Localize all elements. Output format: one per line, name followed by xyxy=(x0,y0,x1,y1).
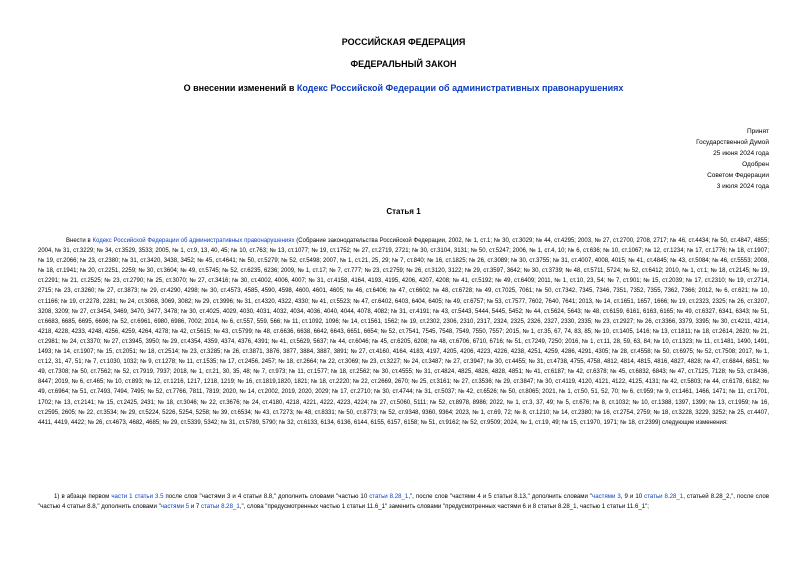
amendment-item xyxy=(38,492,769,512)
code-link[interactable]: Кодекс Российской Федерации об административных правонарушениях xyxy=(92,238,295,244)
adoption-line: Государственной Думой xyxy=(696,139,769,146)
article-heading: Статья 1 xyxy=(386,207,421,216)
amendment-text: 1) в абзаце первом xyxy=(54,493,112,500)
law-title-prefix: О внесении изменений в xyxy=(183,83,297,93)
amendment-text: , 9 и 10 xyxy=(620,493,645,500)
country-heading: РОССИЙСКАЯ ФЕДЕРАЦИЯ xyxy=(341,37,466,47)
approval-line: Советом Федерации xyxy=(707,172,769,179)
adoption-line: Принят xyxy=(746,128,769,135)
law-type-heading: ФЕДЕРАЛЬНЫЙ ЗАКОН xyxy=(350,59,457,69)
amendment-text: ,", слова "предусмотренных частью 1 статьи 11.6_1" заменить словами "предусмотренных частями 6 и 8 статьи 8.28_1, частью 1 статьи 11.6_1"; xyxy=(239,503,649,510)
approval-line: Одобрен xyxy=(742,161,769,168)
amendment-text: ,", после слов "частями 4 и 5 статьи 8.13," дополнить словами " xyxy=(408,493,593,500)
adoption-date: 25 июня 2024 года xyxy=(713,150,769,157)
paragraph-text: (Собрание законодательства Российской Федерации, 2002, № 1, ст.1; № 30, ст.3029; № 44, ст.4295; 2003, № 27, ст.2700, 2708, 2717; № 46, ст.4434; № 50, ст.4847, 4855; 2004, № 31, ст.3229; № 34, ст.3529, 3533; 2005, № 1, ст.9, 13, 40, 45; № 10, ст.763; № 13, ст.1077; № 19, ст.1752; № 27, ст.2719, 2721; № 30, ст.3104, 3131; № 50, ст.5247; 2006, № 1, ст.4, 10; № 6, ст.636; № 10, ст.1067; № 12, ст.1234; № 17, ст.1776; № 18, ст.1907; № 19, ст.2066; № 23, ст.2380; № 31, ст.3420, 3438, 3452; № 45, ст.4641; № 50, ст.5279; № 52, ст.5498; 2007, № 1, ст.21, 25, 29; № 7, ст.840; № 16, ст.1825; № 26, ст.3089; № 30, ст.3755; № 31, ст.4007, 4008, 4015; № 41, ст.4845; № 43, ст.5084; № 46, ст.5553; 2008, № 18, ст.1941; № 20, ст.2251, 2259; № 30, ст.3604; № 49, ст.5745; № 52, ст.6235, 6236; 2009, № 1, ст.17; № 7, ст.777; № 23, ст.2759; № 26, ст.3120, 3122; № 29, ст.3597, 3642; № 30, ст.3739; № 48, ст.5711, 5724; № 52, ст.6412; 2010, № 1, ст.1; № 18, ст.2145; № 19, ст.2291; № 21, ст.2525; № 23, ст.2790; № 25, ст.3070; № 27, ст.3416; № 30, ст.4002, 4006, 4007; № 31, ст.4158, 4164, 4193, 4195, 4206, 4207, 4208; № 41, ст.5192; № 49, ст.6409; 2011, № 1, ст.10, 23, 54; № 7, ст.901; № 15, ст.2039; № 17, ст.2310; № 19, ст.2714, 2715; № 23, ст.3260; № 27, ст.3873; № 29, ст.4290, 4298; № 30, ст.4573, 4585, 4590, 4598, 4600, 4601, 4605; № 46, ст.6406; № 47, ст.6602; № 48, ст.6728; № 49, ст.7025, 7061; № 50, ст.7342, 7345, 7346, 7351, 7352, 7355, 7362, 7366; 2012, № 6, ст.621; № 10, ст.1166; № 19, ст.2278, 2281; № 24, ст.3068, 3069, 3082; № 29, ст.3996; № 31, ст.4320, 4322, 4330; № 41, ст.5523; № 47, ст.6402, 6403, 6404, 6405; № 49, ст.6757; № 53, ст.7577, 7602, 7640, 7641; 2013, № 14, ст.1651, 1657, 1666; № 19, ст.2323, 2325; № 26, ст.3207, 3208, 3209; № 27, ст.3454, 3469, 3470, 3477, 3478; № 30, ст.4025, 4029, 4030, 4031, 4032, 4034, 4036, 4040, 4044, 4078, 4082; № 31, ст.4191; № 43, ст.5443, 5444, 5445, 5452; № 44, ст.5624, 5643; № 48, ст.6159, 6161, 6163, 6165; № 49, ст.6327, 6341, 6343; № 51, ст.6683, 6685, 6695, 6696; № 52, ст.6961, 6980, 6986, 7002; 2014, № 6, ст.557, 559, 566; № 11, ст.1092, 1096; № 14, ст.1561, 1562; № 19, ст.2302, 2306, 2310, 2317, 2324, 2325, 2326, 2327, 2330, 2335; № 23, ст.2927; № 26, ст.3366, 3379, 3395; № 30, ст.4211, 4214, 4218, 4228, 4233, 4248, 4256, 4259, 4264, 4278; № 42, ст.5615; № 43, ст.5799; № 48, ст.6636, 6638, 6642, 6643, 6651, 6654; № 52, ст.7541, 7545, 7548, 7549, 7550, 7557; 2015, № 1, ст.35, 67, 74, 83, 85; № 10, ст.1405, 1416; № 13, ст.1811; № 18, ст.2614, 2620; № 21, ст.2981; № 24, ст.3370; № 27, ст.3945, 3950; № 29, ст.4354, 4359, 4374, 4376, 4391; № 41, ст.5629, 5637; № 44, ст.6046; № 45, ст.6205, 6208; № 48, ст.6706, 6710, 6716; № 51, ст.7249, 7250; 2016, № 1, ст.11, 28, 59, 63, 84; № 10, ст.1323; № 11, ст.1481, 1490, 1491, 1493; № 14, ст.1907; № 15, ст.2051; № 18, ст.2514; № 23, ст.3285; № 26, ст.3871, 3876, 3877, 3884, 3887, 3891; № 27, ст.4160, 4164, 4183, 4197, 4205, 4206, 4223, 4226, 4238, 4251, 4259, 4286, 4291, 4305; № 28, ст.4558; № 50, ст.6975; № 52, ст.7508; 2017, № 1, ст.12, 31, 47, 51; № 7, ст.1030, 1032; № 9, ст.1278; № 11, ст.1535; № 17, ст.2456, 2457; № 18, ст.2664; № 22, ст.3069; № 23, ст.3227; № 24, ст.3487; № 27, ст.3947; № 30, ст.4455; № 31, ст.4738, 4755, 4758, 4812, 4814, 4815, 4816, 4827, 4828; № 47, ст.6844, 6851; № 49, ст.7308; № 50, ст.7562; № 52, ст.7919, 7937; 2018, № 1, ст.21, 30, 35, 48; № 7, ст.973; № 11, ст.1577; № 18, ст.2562; № 30, ст.4555; № 31, ст.4824, 4825, 4826, 4828, 4851; № 41, ст.6187; № 42, ст.6378; № 45, ст.6832, 6843; № 47, ст.7125, 7128; № 53, ст.8436, 8447; 2019, № 6, ст.465; № 10, ст.893; № 12, ст.1216, 1217, 1218, 1219; № 16, ст.1819,1820, 1821; № 18, ст.2220; № 22, ст.2669, 2670; № 25, ст.3161; № 27, ст.3536; № 29, ст.3847; № 30, ст.4119, 4120, 4121, 4122, 4125, 4131; № 42, ст.5803; № 44, ст.6178, 6182; № 49, ст.6964; № 51, ст.7493, 7494, 7495; № 52, ст.7766, 7811, 7819; 2020, № 14, ст.2002, 2019, 2020, 2029; № 17, ст.2710; № 30, ст.4744; № 31, ст.5037; № 42, ст.6526; № 50, ст.8065; 2021, № 1, ст.50, 51, 52, 70; № 6, ст.959; № 9, ст.1461, 1466, 1471; № 11, ст.1701, 1702; № 13, ст.2141; № 15, ст.2425, 2431; № 18, ст.3046; № 22, ст.3676; № 24, ст.4180, 4218, 4221, 4222, 4223, 4224; № 27, ст.5060, 5111; № 52, ст.8978, 8986; 2022, № 1, ст.3, 37, 49; № 5, ст.676; № 8, ст.1032; № 10, ст.1388, 1397, 1399; № 13, ст.1959; № 16, ст.2595, 2605; № 22, ст.3534; № 29, ст.5224, 5226, 5254, 5258; № 39, ст.6534; № 43, ст.7273; № 48, ст.8331; № 50, ст.8773; № 52, ст.9348, 9360, 9364; 2023, № 1, ст.69, 72; № 8, ст.1210; № 14, ст.2380; № 16, ст.2754, 2759; № 18, ст.3228, 3229, 3252; № 25, ст.4407, 4411, 4419, 4422; № 26, ст.4673, 4682, 4685; № 29, ст.5339, 5342; № 31, ст.5789, 5790; № 32, ст.6133, 6134, 6136, 6144, 6155, 6157, 6158; № 51, ст.9162; № 52, ст.9509; 2024, № 1, ст.19, 49; № 15, ст.1970, 1971; № 18, ст.2399) следующие изменения: xyxy=(38,238,769,426)
approval-date: 3 июля 2024 года xyxy=(716,183,769,190)
article-link[interactable]: части 1 статьи 3.5 xyxy=(111,493,164,500)
article-paragraph xyxy=(38,236,769,428)
paragraph-lead: Внести в xyxy=(66,238,93,244)
amendment-text: , статьей 8.28_2,", после слов "частью 4 статьи 8.8," дополнить словами " xyxy=(38,493,769,510)
law-title xyxy=(0,83,807,93)
amendment-text: и 7 xyxy=(189,503,202,510)
adoption-block xyxy=(569,126,769,192)
amendment-text: после слов "частями 3 и 4 статьи 8.8," дополнить словами "частью 10 xyxy=(163,493,370,500)
article-link[interactable]: частями 5 xyxy=(160,503,190,510)
article-link[interactable]: статьи 8.28_1 xyxy=(644,493,684,500)
article-link[interactable]: статьи 8.28_1 xyxy=(369,493,409,500)
article-link[interactable]: частями 3 xyxy=(592,493,621,500)
article-link[interactable]: статьи 8.28_1 xyxy=(201,503,240,510)
code-link[interactable]: Кодекс Российской Федерации об административных правонарушениях xyxy=(296,83,624,93)
